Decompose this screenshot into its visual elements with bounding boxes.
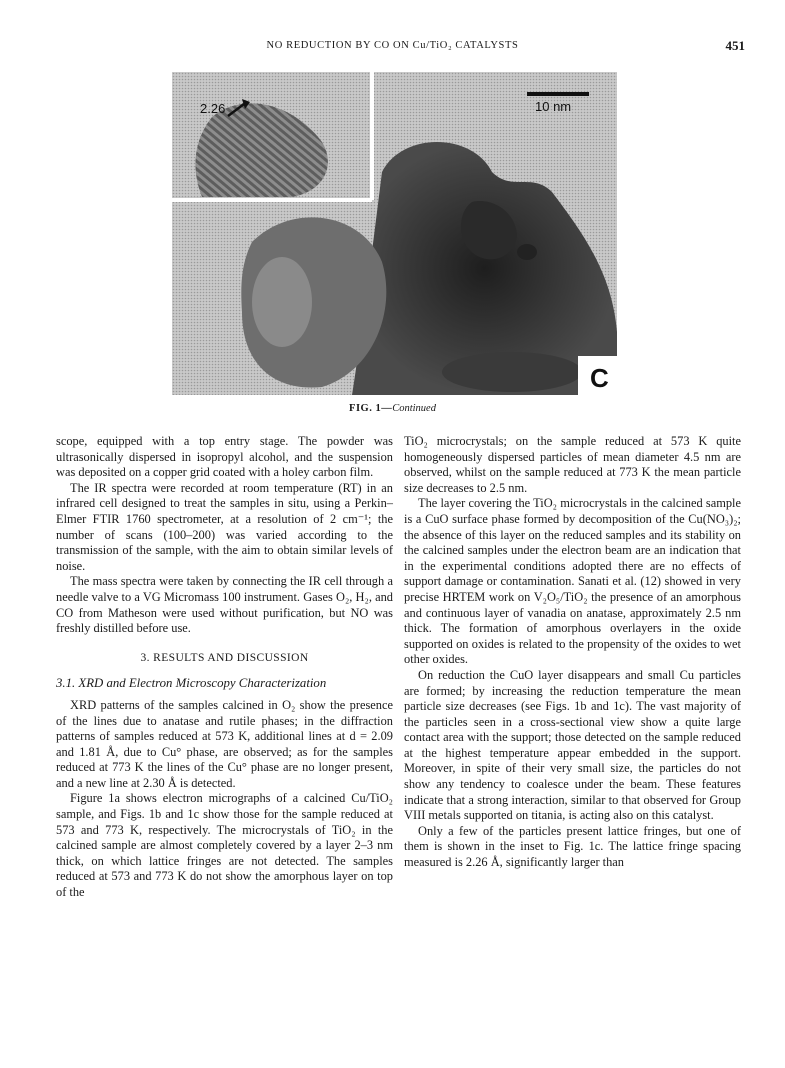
paragraph: TiO₂ microcrystals; on the sample reduced at 573 K quite homogeneously dispersed particles of mean diameter 4.5 nm are observed, whilst on the sample reduced at 773 K the mean particle size decreases to 2.5 nm. bbox=[404, 434, 741, 495]
page-number: 451 bbox=[725, 38, 745, 53]
paragraph: Figure 1a shows electron micrographs of a calcined Cu/TiO₂ sample, and Figs. 1b and 1c show those for the sample reduced at 573 and 773 K, respectively. The microcrystals of TiO₂ in the calcined sample are almost completely covered by a layer 2–3 nm thick, on which lattice fringes are not detected. The samples reduced at 573 and 773 K do not show the amorphous layer on top of the bbox=[56, 791, 393, 900]
panel-label: C bbox=[590, 363, 609, 393]
paragraph: The layer covering the TiO₂ microcrystals in the calcined sample is a CuO surface phase formed by decomposition of the Cu(NO₃)₂; the absence of this layer on the reduced samples and its stability on the calcined samples under the electron beam are an indication that in the experimental conditions adopted there are no effects of support damage or contamination. Sanati et al. (12) showed in very precise HRTEM work on V₂O₅/TiO₂ the presence of an amorphous and continuous layer of vanadia on anatase, approximately 2.5 nm thick. The formation of amorphous overlayers in the oxide supported on oxides is related to the propensity of the oxides to wet other oxides. bbox=[404, 496, 741, 667]
section-heading: 3. RESULTS AND DISCUSSION bbox=[140, 651, 309, 664]
micrograph-image bbox=[172, 72, 617, 395]
paragraph: The mass spectra were taken by connecting the IR cell through a needle valve to a VG Micromass 100 instrument. Gases O₂, H₂, and CO from Matheson were used without purification, but NO was freshly distilled before use. bbox=[56, 574, 393, 636]
caption-text: Continued bbox=[392, 403, 436, 414]
page-header bbox=[0, 40, 785, 60]
figure-caption bbox=[0, 403, 785, 414]
paragraph: Only a few of the particles present lattice fringes, but one of them is shown in the inset to Fig. 1c. The lattice fringe spacing measured is 2.26 Å, significantly larger than bbox=[404, 823, 741, 870]
subsection-heading: 3.1. XRD and Electron Microscopy Characterization bbox=[56, 676, 327, 691]
paragraph: On reduction the CuO layer disappears and small Cu particles are formed; by increasing the reduction temperature the mean particle size decreases (see Figs. 1b and 1c). The vast majority of the particles seen in a cross-sectional view show a quite large contact area with the support; those detected on the sample reduced at the highest temperature appear embedded in the support. Moreover, in spite of their very small size, the particles do not show any tendency to coalesce under the beam. These features indicate that a strong interaction, similar to that observed for Group VIII metals supported on titania, is acting also on this catalyst. bbox=[404, 667, 741, 823]
paragraph: The IR spectra were recorded at room temperature (RT) in an infrared cell designed to treat the samples in situ, using a Perkin–Elmer FTIR 1760 spectrometer, at a resolution of 2 cm⁻¹; the number of scans (100–200) was varied according to the transmission of the sample, with the aim to obtain similar levels of noise. bbox=[56, 480, 393, 573]
micrograph-figure bbox=[172, 72, 617, 395]
caption-label: FIG. 1— bbox=[349, 403, 393, 414]
paragraph: XRD patterns of the samples calcined in O₂ show the presence of the lines due to anatase and rutile phases; in the diffraction patterns of samples reduced at 573 K, additional lines at d = 2.09 and 1.81 Å, due to Cu° phase, are observed; as for the samples reduced at 773 K the lines of the Cu° phase are no longer present, and a new line at 2.30 Å is detected. bbox=[56, 697, 393, 790]
scale-bar-label: 10 nm bbox=[535, 99, 572, 114]
paragraph: scope, equipped with a top entry stage. The powder was ultrasonically dispersed in isopropyl alcohol, and the suspension was deposited on a copper grid coated with a holey carbon film. bbox=[56, 434, 393, 480]
left-column bbox=[56, 434, 393, 901]
running-title: NO REDUCTION BY CO ON Cu/TiO₂ CATALYSTS bbox=[266, 40, 519, 51]
right-column bbox=[404, 434, 741, 871]
inset-spacing-label: 2.26 bbox=[200, 101, 226, 116]
